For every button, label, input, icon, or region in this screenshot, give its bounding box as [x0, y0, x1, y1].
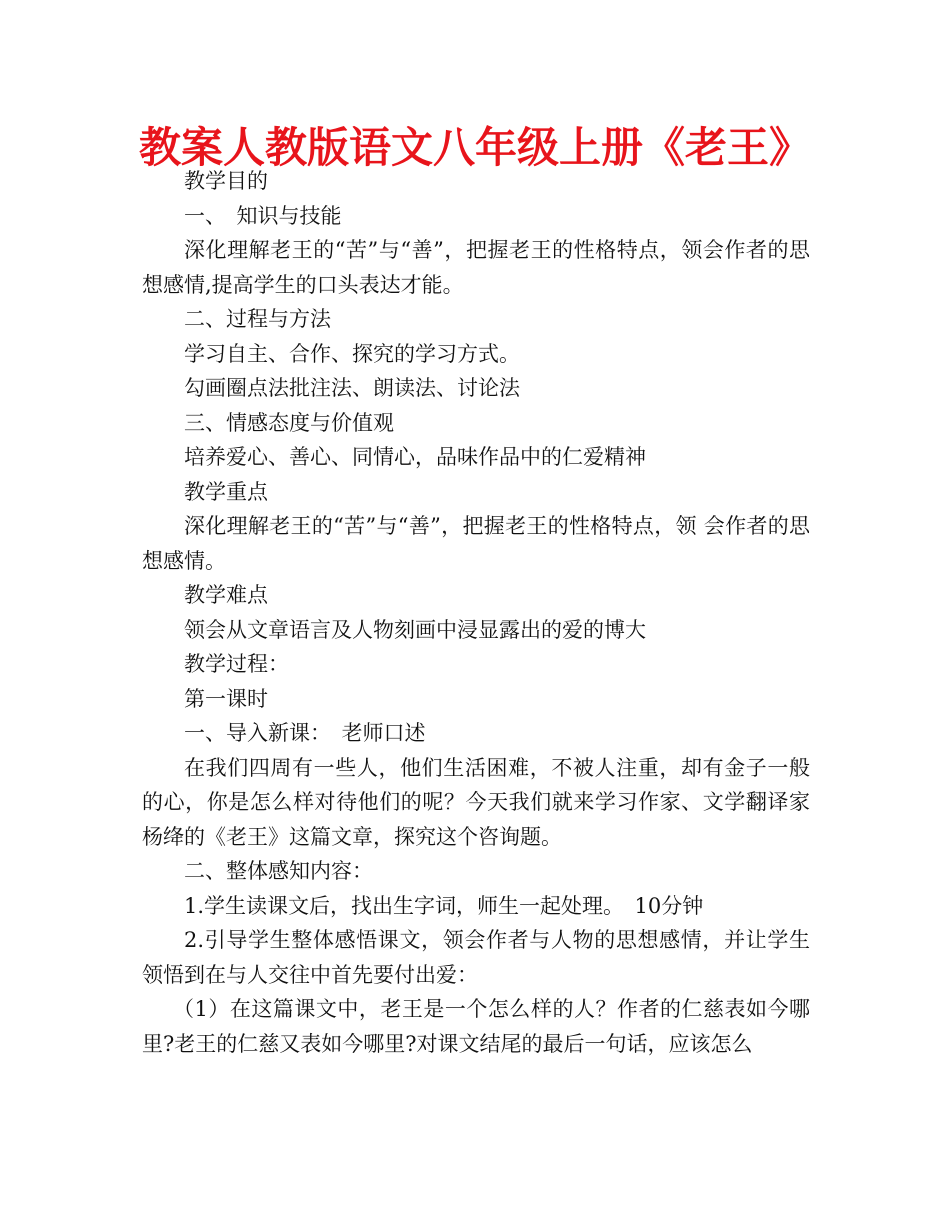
- paragraph-key-points: 深化理解老王的“苦”与“善”，把握老王的性格特点，领 会作者的思想感情。: [142, 514, 810, 573]
- paragraph-emotion-values: 培养爱心、善心、同情心，品味作品中的仁爱精神: [184, 445, 646, 469]
- subheading-process-method: 二、过程与方法: [184, 307, 331, 331]
- document-body: [142, 164, 810, 1061]
- document-title: 教案人教版语文八年级上册《老王》: [138, 123, 811, 172]
- paragraph-difficulties: 领会从文章语言及人物刻画中浸显露出的爱的博大: [184, 617, 646, 642]
- section-heading-process: 教学过程：: [184, 652, 289, 676]
- paragraph-learning-style: 学习自主、合作、探究的学习方式。: [184, 341, 520, 366]
- section-heading-key-points: 教学重点: [184, 479, 268, 504]
- paragraph-knowledge-skills: 深化理解老王的“苦”与“善”，把握老王的性格特点，领会作者的思想感情,提高学生的口头表达才能。: [142, 238, 810, 297]
- subheading-first-lesson: 第一课时: [184, 686, 268, 711]
- section-heading-difficulties: 教学难点: [184, 583, 268, 607]
- list-item-question-1: （1）在这篇课文中，老王是一个怎么样的人？作者的仁慈表如今哪里?老王的仁慈又表如今哪里?对课文结尾的最后一句话，应该怎么: [142, 997, 810, 1056]
- section-heading-objectives: 教学目的: [184, 169, 268, 193]
- paragraph-methods: 勾画圈点法批注法、朗读法、讨论法: [184, 376, 520, 400]
- subheading-overall-perception: 二、整体感知内容：: [184, 859, 373, 883]
- subheading-emotion-values: 三、情感态度与价值观: [184, 410, 394, 435]
- subheading-knowledge-skills: 一、 知识与技能: [184, 203, 342, 228]
- paragraph-introduction: 在我们四周有一些人，他们生活困难，不被人注重，却有金子一般的心，你是怎么样对待他们的呢？今天我们就来学习作家、文学翻译家杨绛的《老王》这篇文章，探究这个咨询题。: [142, 755, 810, 849]
- list-item-2: 2.引导学生整体感悟课文，领会作者与人物的思想感情，并让学生领悟到在与人交往中首先要付出爱：: [142, 928, 810, 987]
- subheading-introduction: 一、导入新课： 老师口述: [184, 721, 426, 745]
- list-item-1: 1.学生读课文后，找出生字词，师生一起处理。 10分钟: [184, 893, 704, 918]
